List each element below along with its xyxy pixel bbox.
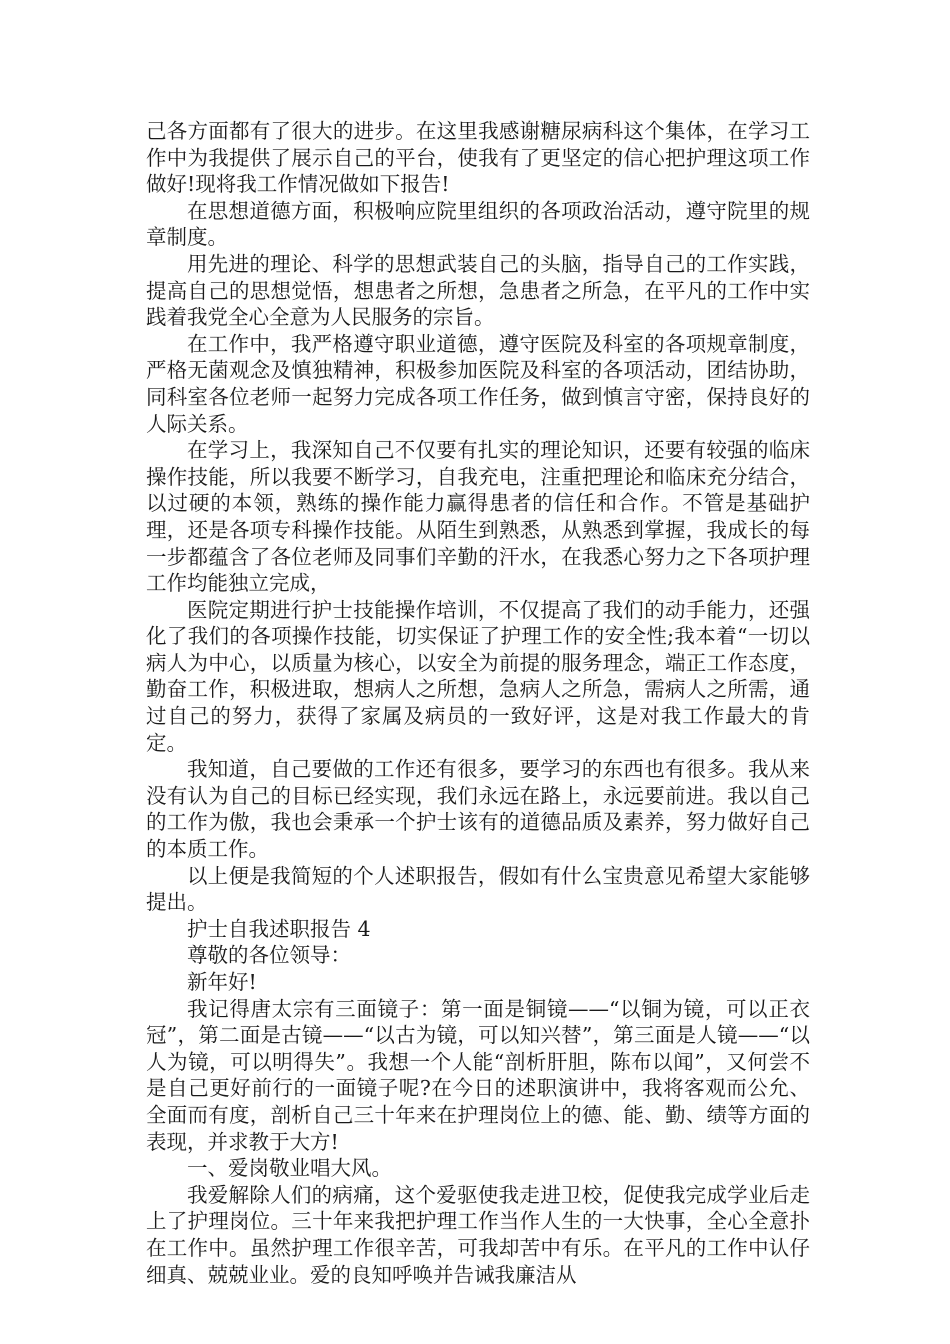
section-heading: 护士自我述职报告 4 — [187, 916, 371, 941]
paragraph-mirrors: 我记得唐太宗有三面镜子：第一面是铜镜——“以铜为镜，可以正衣冠”，第二面是古镜——“以古为镜，可以知兴替”，第三面是人镜——“以人为镜，可以明得失”。我想一个人能“剖析肝胆，陈布以闻”，又何尝不是自己更好前行的一面镜子呢?在今日的述职演讲中，我将客观而公允、全面而有度，剖析自己三十年来在护理岗位上的德、能、勤、绩等方面的表现，并求教于大方! — [146, 996, 810, 1154]
paragraph-ideology: 在思想道德方面，积极响应院里组织的各项政治活动，遵守院里的规章制度。 — [146, 198, 810, 250]
paragraph-intro: 己各方面都有了很大的进步。在这里我感谢糖尿病科这个集体，在学习工作中为我提供了展示自己的平台，使我有了更坚定的信心把护理这项工作做好!现将我工作情况做如下报告! — [146, 119, 810, 197]
paragraph-outlook: 我知道，自己要做的工作还有很多，要学习的东西也有很多。我从来没有认为自己的目标已经实现，我们永远在路上，永远要前进。我以自己的工作为傲，我也会秉承一个护士该有的道德品质及素养，努力做好自己的本质工作。 — [146, 757, 810, 862]
paragraph-training: 医院定期进行护士技能操作培训，不仅提高了我们的动手能力，还强化了我们的各项操作技能，切实保证了护理工作的安全性;我本着“一切以病人为中心，以质量为核心，以安全为前提的服务理念，端正工作态度，勤奋工作，积极进取，想病人之所想，急病人之所急，需病人之所需，通过自己的努力，获得了家属及病员的一致好评，这是对我工作最大的肯定。 — [146, 597, 810, 755]
paragraph-closing: 以上便是我简短的个人述职报告，假如有什么宝贵意见希望大家能够提出。 — [146, 863, 810, 915]
document-body — [146, 118, 810, 1288]
greeting: 新年好! — [187, 970, 257, 994]
salutation: 尊敬的各位领导： — [187, 943, 351, 968]
paragraph-theory: 用先进的理论、科学的思想武装自己的头脑，指导自己的工作实践，提高自己的思想觉悟，想患者之所想，急患者之所急，在平凡的工作中实践着我党全心全意为人民服务的宗旨。 — [146, 251, 810, 330]
paragraph-dedication: 我爱解除人们的病痛，这个爱驱使我走进卫校，促使我完成学业后走上了护理岗位。三十年来我把护理工作当作人生的一大快事，全心全意扑在工作中。虽然护理工作很辛苦，可我却苦中有乐。在平凡的工作中认仔细真、兢兢业业。爱的良知呼唤并告诫我廉洁从 — [146, 1182, 810, 1287]
subheading-dedication: 一、爱岗敬业唱大风。 — [187, 1156, 392, 1181]
paragraph-study: 在学习上，我深知自己不仅要有扎实的理论知识，还要有较强的临床操作技能，所以我要不断学习，自我充电，注重把理论和临床充分结合，以过硬的本领，熟练的操作能力赢得患者的信任和合作。不管是基础护理，还是各项专科操作技能。从陌生到熟悉，从熟悉到掌握，我成长的每一步都蕴含了各位老师及同事们辛勤的汗水，在我悉心努力之下各项护理工作均能独立完成， — [146, 438, 810, 596]
paragraph-work: 在工作中，我严格遵守职业道德，遵守医院及科室的各项规章制度，严格无菌观念及慎独精神，积极参加医院及科室的各项活动，团结协助，同科室各位老师一起努力完成各项工作任务，做到慎言守密，保持良好的人际关系。 — [146, 331, 810, 436]
